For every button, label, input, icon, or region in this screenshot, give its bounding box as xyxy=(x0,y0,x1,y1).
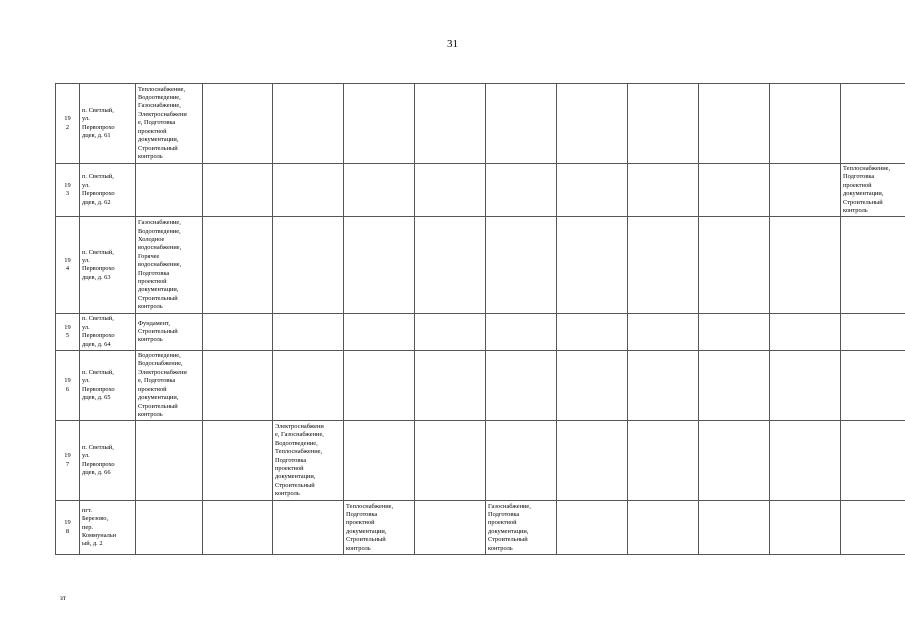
empty-cell xyxy=(273,314,344,351)
empty-cell xyxy=(557,164,628,217)
empty-cell xyxy=(628,164,699,217)
empty-cell xyxy=(344,164,415,217)
empty-cell xyxy=(699,217,770,314)
empty-cell xyxy=(273,164,344,217)
empty-cell xyxy=(628,217,699,314)
work-type-cell: Газоснабжение, Водоотведение, Холодное водоснабжение, Горячее водоснабжение, Подготовка проектной документации, Строительный контроль xyxy=(136,217,203,314)
row-number-cell: 19 5 xyxy=(56,314,80,351)
empty-cell xyxy=(628,421,699,501)
address-cell: п. Светлый, ул. Первопрохо дцев, д. 63 xyxy=(80,217,136,314)
work-type-cell: Электроснабжени е, Газоснабжение, Водоотведение, Теплоснабжение, Подготовка проектной документации, Строительный контроль xyxy=(273,421,344,501)
table-row xyxy=(56,217,905,314)
work-type-cell: Водоотведение, Водоснабжение, Электроснабжени е, Подготовка проектной документации, Строительный контроль xyxy=(136,351,203,421)
empty-cell xyxy=(344,217,415,314)
empty-cell xyxy=(557,84,628,164)
row-number-cell: 19 6 xyxy=(56,351,80,421)
table-row xyxy=(56,314,905,351)
empty-cell xyxy=(841,351,905,421)
table-row xyxy=(56,84,905,164)
work-type-cell: Теплоснабжение, Водоотведение, Газоснабжение, Электроснабжени е, Подготовка проектной документации, Строительный контроль xyxy=(136,84,203,164)
empty-cell xyxy=(770,501,841,555)
empty-cell xyxy=(557,351,628,421)
work-type-cell: Фундамент, Строительный контроль xyxy=(136,314,203,351)
empty-cell xyxy=(415,501,486,555)
empty-cell xyxy=(344,351,415,421)
empty-cell xyxy=(415,84,486,164)
empty-cell xyxy=(841,314,905,351)
empty-cell xyxy=(841,421,905,501)
empty-cell xyxy=(486,421,557,501)
empty-cell xyxy=(628,314,699,351)
empty-cell xyxy=(486,217,557,314)
empty-cell xyxy=(344,421,415,501)
empty-cell xyxy=(628,501,699,555)
row-number-cell: 19 3 xyxy=(56,164,80,217)
row-number-cell: 19 8 xyxy=(56,501,80,555)
empty-cell xyxy=(628,351,699,421)
empty-cell xyxy=(273,351,344,421)
empty-cell xyxy=(841,501,905,555)
empty-cell xyxy=(699,164,770,217)
empty-cell xyxy=(415,314,486,351)
table-row xyxy=(56,501,905,555)
address-cell: п. Светлый, ул. Первопрохо дцев, д. 66 xyxy=(80,421,136,501)
empty-cell xyxy=(486,351,557,421)
empty-cell xyxy=(699,314,770,351)
empty-cell xyxy=(203,217,273,314)
address-cell: п. Светлый, ул. Первопрохо дцев, д. 62 xyxy=(80,164,136,217)
empty-cell xyxy=(770,314,841,351)
empty-cell xyxy=(770,164,841,217)
empty-cell xyxy=(273,501,344,555)
empty-cell xyxy=(557,314,628,351)
work-type-cell: Теплоснабжение, Подготовка проектной документации, Строительный контроль xyxy=(344,501,415,555)
empty-cell xyxy=(273,217,344,314)
empty-cell xyxy=(273,84,344,164)
empty-cell xyxy=(770,351,841,421)
row-number-cell: 19 2 xyxy=(56,84,80,164)
empty-cell xyxy=(344,84,415,164)
address-cell: п. Светлый, ул. Первопрохо дцев, д. 61 xyxy=(80,84,136,164)
row-number-cell: 19 7 xyxy=(56,421,80,501)
table-row xyxy=(56,421,905,501)
address-cell: п. Светлый, ул. Первопрохо дцев, д. 65 xyxy=(80,351,136,421)
empty-cell xyxy=(557,217,628,314)
repair-schedule-table xyxy=(55,83,905,555)
empty-cell xyxy=(415,164,486,217)
empty-cell xyxy=(136,164,203,217)
empty-cell xyxy=(699,351,770,421)
empty-cell xyxy=(486,84,557,164)
empty-cell xyxy=(557,421,628,501)
empty-cell xyxy=(203,501,273,555)
empty-cell xyxy=(557,501,628,555)
empty-cell xyxy=(770,217,841,314)
empty-cell xyxy=(203,351,273,421)
work-type-cell: Теплоснабжение, Подготовка проектной документации, Строительный контроль xyxy=(841,164,905,217)
empty-cell xyxy=(486,164,557,217)
table-row xyxy=(56,351,905,421)
empty-cell xyxy=(203,421,273,501)
empty-cell xyxy=(415,351,486,421)
empty-cell xyxy=(203,314,273,351)
empty-cell xyxy=(136,421,203,501)
address-cell: пгт. Березово, пер. Коммунальн ый, д. 2 xyxy=(80,501,136,555)
empty-cell xyxy=(699,501,770,555)
empty-cell xyxy=(628,84,699,164)
empty-cell xyxy=(486,314,557,351)
empty-cell xyxy=(203,164,273,217)
empty-cell xyxy=(699,421,770,501)
empty-cell xyxy=(770,84,841,164)
row-number-cell: 19 4 xyxy=(56,217,80,314)
empty-cell xyxy=(344,314,415,351)
empty-cell xyxy=(841,84,905,164)
empty-cell xyxy=(203,84,273,164)
empty-cell xyxy=(415,421,486,501)
address-cell: п. Светлый, ул. Первопрохо дцев, д. 64 xyxy=(80,314,136,351)
table-row xyxy=(56,164,905,217)
work-type-cell: Газоснабжение, Подготовка проектной документации, Строительный контроль xyxy=(486,501,557,555)
empty-cell xyxy=(770,421,841,501)
empty-cell xyxy=(699,84,770,164)
empty-cell xyxy=(415,217,486,314)
empty-cell xyxy=(136,501,203,555)
footer-text: зт xyxy=(60,594,66,602)
page-number: 31 xyxy=(447,38,458,50)
empty-cell xyxy=(841,217,905,314)
